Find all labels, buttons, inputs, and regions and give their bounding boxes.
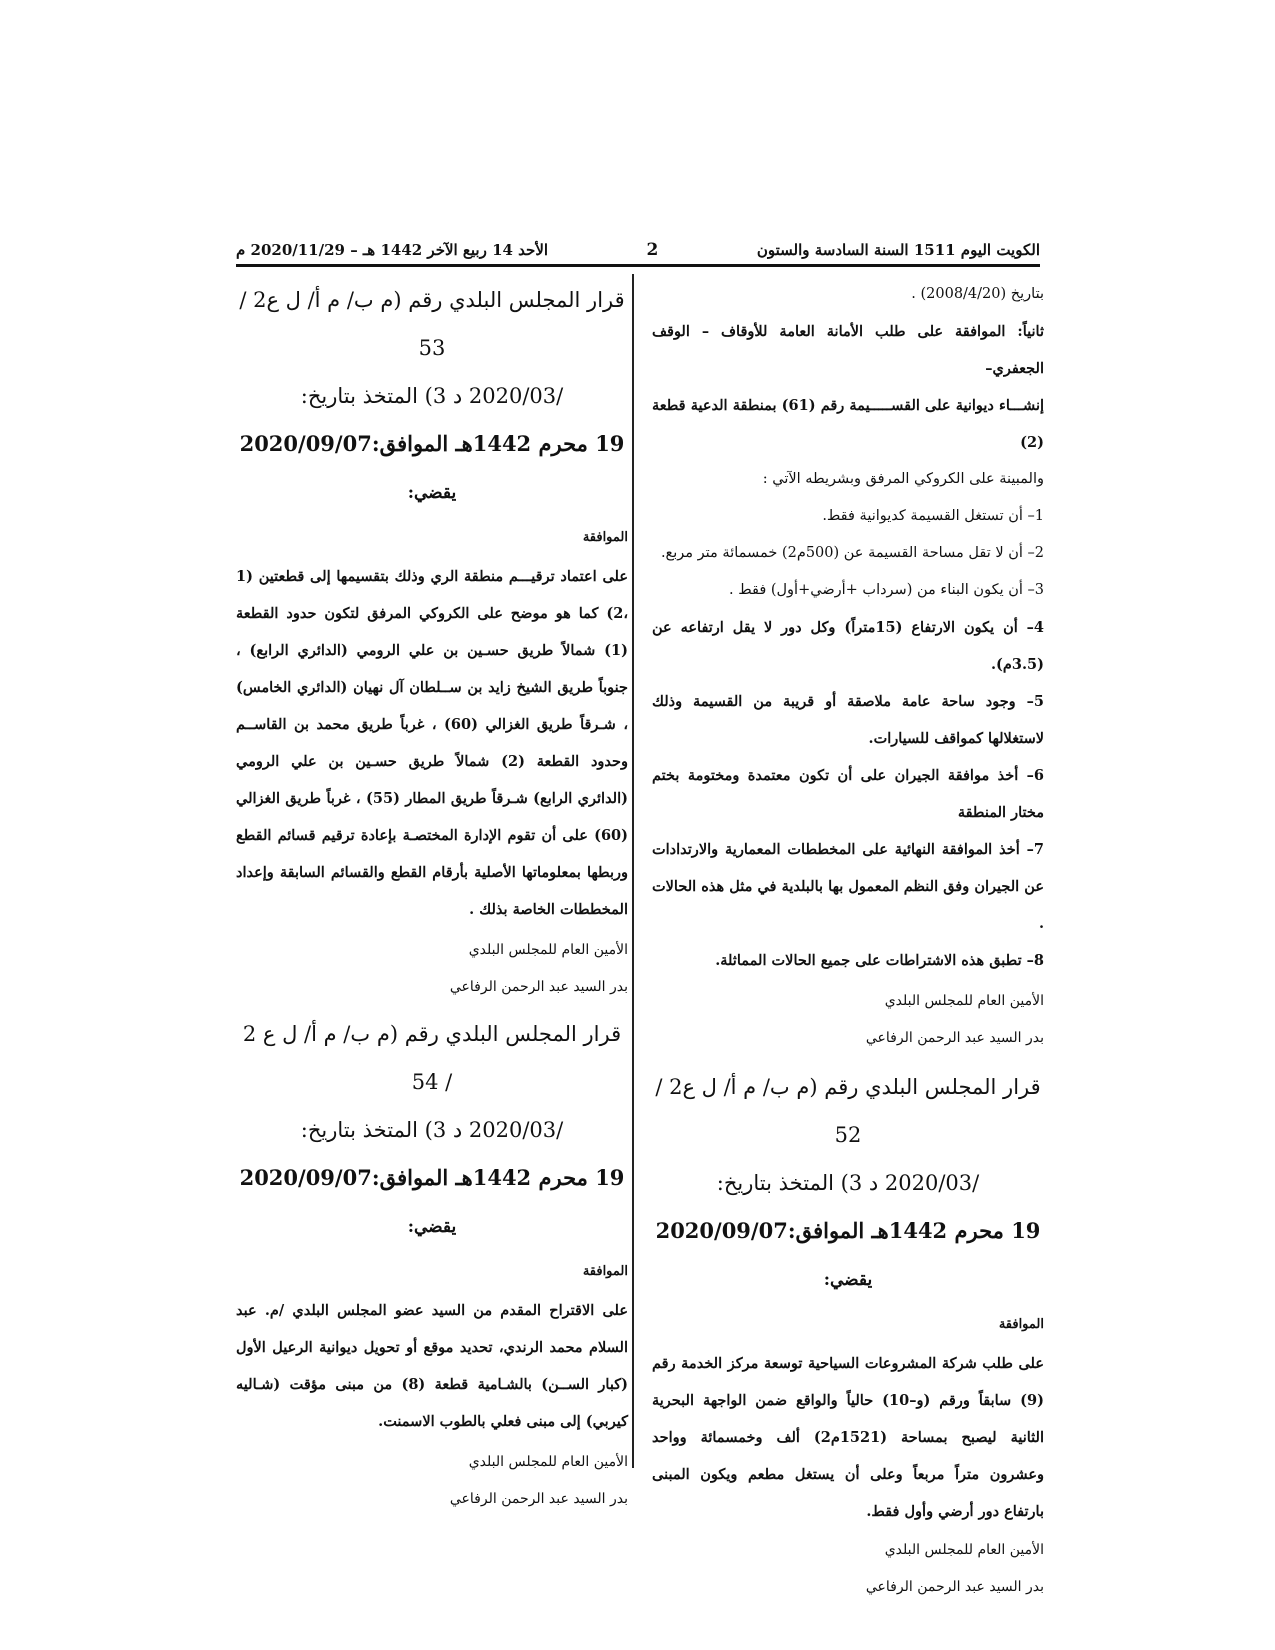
decision-title-line-2: /2020/03 د 3) المتخذ بتاريخ: [300, 1118, 564, 1142]
signature-name: بدر السيد عبد الرحمن الرفاعي [865, 1030, 1044, 1046]
decision-title: قرار المجلس البلدي رقم (م ب/ م أ/ ل ع2 / 53 [239, 288, 625, 360]
approval-heading: الموافقة [582, 530, 628, 545]
decision-title-line-2: /2020/03 د 3) المتخذ بتاريخ: [716, 1171, 980, 1195]
signature-title: الأمين العام للمجلس البلدي [884, 993, 1044, 1009]
condition-item: 5– وجود ساحة عامة ملاصقة أو قريبة من القسيمة وذلك لاستغلالها كمواقف للسيارات. [652, 693, 1044, 747]
condition-item: 1– أن تستغل القسيمة كديوانية فقط. [822, 508, 1044, 524]
decides-heading: يقضي: [407, 1217, 457, 1237]
condition-item: 3– أن يكون البناء من (سرداب +أرضي+أول) فقط . [729, 582, 1044, 598]
decides-heading: يقضي: [407, 483, 457, 503]
paragraph-line: والمبينة على الكروكي المرفق وبشريطه الآتي : [762, 471, 1044, 487]
signature-title: الأمين العام للمجلس البلدي [468, 1454, 628, 1470]
decision-body: على اعتماد ترقيـــم منطقة الري وذلك بتقسيمها إلى قطعتين (1 ،2) كما هو موضح على الكروكي المرفق لتكون حدود القطعة (1) شمالاً طريق حسـين بن علي الرومي (الدائري الرابع) ، جنوباً طريق الشيخ زايد بن ســلطان آل نهيان (الدائري الخامس) ، شـرقاً طريق الغزالي (60) ، غرباً طريق محمد بن القاســم وحدود القطعة (2) شمالاً طريق حسـين بن علي الرومي (الدائري الرابع) شـرقاً طريق المطار (55) ، غرباً طريق الغزالي (60) على أن تقوم الإدارة المختصـة بإعادة ترقيم قسائم القطع وربطها بمعلوماتها الأصلية بأرقام القطع والقسائم السابقة وإعداد المخططات الخاصة بذلك . [236, 568, 628, 918]
page-number: 2 [646, 240, 659, 260]
condition-item: 6– أخذ موافقة الجيران على أن تكون معتمدة ومختومة بختم مختار المنطقة [652, 767, 1044, 821]
paragraph-line: إنشـــاء ديوانية على القســـــيمة رقم (61) بمنطقة الدعية قطعة (2) [652, 397, 1045, 451]
signature-name: بدر السيد عبد الرحمن الرفاعي [865, 1579, 1044, 1595]
paragraph-line: ثانياً: الموافقة على طلب الأمانة العامة للأوقاف – الوقف الجعفري– [652, 323, 1044, 377]
signature-title: الأمين العام للمجلس البلدي [884, 1542, 1044, 1558]
condition-item: 4– أن يكون الارتفاع (15متراً) وكل دور لا يقل ارتفاعه عن (3.5م). [652, 619, 1044, 673]
decision-title: قرار المجلس البلدي رقم (م ب/ م أ/ ل ع2 / 52 [655, 1075, 1041, 1147]
decision-date: 19 محرم 1442هـ الموافق:2020/09/07 [655, 1218, 1041, 1243]
decision-body: على طلب شركة المشروعات السياحية توسعة مركز الخدمة رقم (9) سابقاً ورقم (و–10) حالياً والواقع ضمن الواجهة البحرية الثانية ليصبح بمساحة (1521م2) ألف وخمسمائة وواحد وعشرون متراً مربعاً وعلى أن يستغل مطعم ويكون المبنى بارتفاع دور أرضي وأول فقط. [652, 1355, 1045, 1520]
decides-heading: يقضي: [823, 1270, 873, 1290]
condition-item: 2– أن لا تقل مساحة القسيمة عن (500م2) خمسمائة متر مربع. [660, 545, 1044, 561]
column-divider [632, 274, 634, 1468]
approval-heading: الموافقة [998, 1317, 1044, 1332]
left-column [236, 276, 628, 1518]
condition-item: 8– تطبق هذه الاشتراطات على جميع الحالات المماثلة. [715, 952, 1044, 969]
page-header [236, 236, 1040, 267]
decision-body: على الاقتراح المقدم من السيد عضو المجلس البلدي /م. عبد السلام محمد الرندي، تحديد موقع أو تحويل ديوانية الرعيل الأول (كبار الســن) بالشـامية قطعة (8) من مبنى مؤقت (شـاليه كيربي) إلى مبنى فعلي بالطوب الاسمنت. [236, 1302, 628, 1430]
decision-date: 19 محرم 1442هـ الموافق:2020/09/07 [239, 1165, 625, 1190]
signature-title: الأمين العام للمجلس البلدي [468, 942, 628, 958]
decision-title-line-2: /2020/03 د 3) المتخذ بتاريخ: [300, 384, 564, 408]
decision-date: 19 محرم 1442هـ الموافق:2020/09/07 [239, 431, 625, 456]
header-date: الأحد 14 ربيع الآخر 1442 هـ – 2020/11/29 م [236, 241, 549, 259]
signature-name: بدر السيد عبد الرحمن الرفاعي [449, 979, 628, 995]
decision-title: قرار المجلس البلدي رقم (م ب/ م أ/ ل ع 2 / 54 [242, 1022, 622, 1094]
header-issue-info: الكويت اليوم 1511 السنة السادسة والستون [756, 241, 1040, 259]
condition-item: 7– أخذ الموافقة النهائية على المخططات المعمارية والارتدادات عن الجيران وفق النظم المعمول بها بالبلدية في مثل هذه الحالات . [652, 841, 1044, 932]
approval-heading: الموافقة [582, 1264, 628, 1279]
paragraph-line: بتاريخ (2008/4/20) . [911, 286, 1044, 302]
right-column [652, 276, 1044, 1606]
signature-name: بدر السيد عبد الرحمن الرفاعي [449, 1491, 628, 1507]
